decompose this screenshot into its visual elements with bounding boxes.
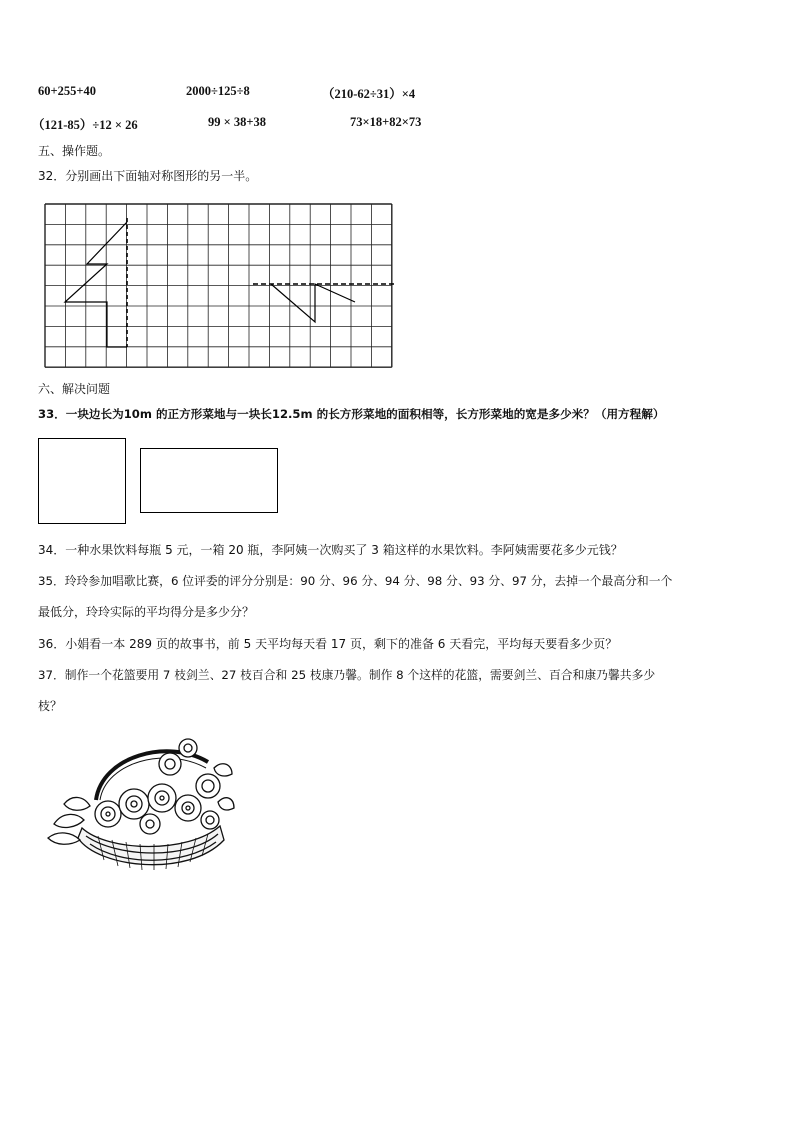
question-32: 32．分别画出下面轴对称图形的另一半。 xyxy=(38,169,258,183)
symmetry-grid xyxy=(41,200,401,370)
question-36: 36．小娟看一本 289 页的故事书，前 5 天平均每天看 17 页，剩下的准备 6 天看完，平均每天要看多少页？ xyxy=(38,637,618,651)
section-title-problems: 六、解决问题 xyxy=(38,382,111,396)
calc-expression-3: （210-62÷31）×4 xyxy=(322,87,416,101)
calc-expression-4: （121-85）÷12 × 26 xyxy=(32,118,138,132)
question-37-line-2: 枝？ xyxy=(38,699,63,713)
question-37-line-1: 37．制作一个花篮要用 7 枝剑兰、27 枝百合和 25 枝康乃馨。制作 8 个这样的花篮，需要剑兰、百合和康乃馨共多少 xyxy=(38,668,656,682)
calc-expression-2: 2000÷125÷8 xyxy=(186,84,250,98)
left-figure-half xyxy=(65,218,127,347)
right-figure-half xyxy=(253,284,397,322)
left-half-outline xyxy=(65,222,127,347)
question-33: 33．一块边长为10m 的正方形菜地与一块长12.5m 的长方形菜地的面积相等，长方形菜地的宽是多少米？（用方程解） xyxy=(38,407,665,421)
flower-basket-illustration xyxy=(38,728,238,878)
right-half-outline xyxy=(271,284,355,322)
question-35-line-1: 35．玲玲参加唱歌比赛，6 位评委的评分分别是：90 分、96 分、94 分、98 分、93 分、97 分，去掉一个最高分和一个 xyxy=(38,574,673,588)
question-35-line-2: 最低分，玲玲实际的平均得分是多少分？ xyxy=(38,605,255,619)
calc-expression-5: 99 × 38+38 xyxy=(208,115,266,129)
calc-expression-6: 73×18+82×73 xyxy=(350,115,422,129)
calc-expression-1: 60+255+40 xyxy=(38,84,96,98)
grid-lines xyxy=(45,204,392,367)
rectangle-plot-figure xyxy=(140,448,278,513)
section-title-operations: 五、操作题。 xyxy=(38,144,111,158)
square-plot-figure xyxy=(38,438,126,524)
question-34: 34．一种水果饮料每瓶 5 元，一箱 20 瓶，李阿姨一次购买了 3 箱这样的水果饮料。李阿姨需要花多少元钱？ xyxy=(38,543,623,557)
